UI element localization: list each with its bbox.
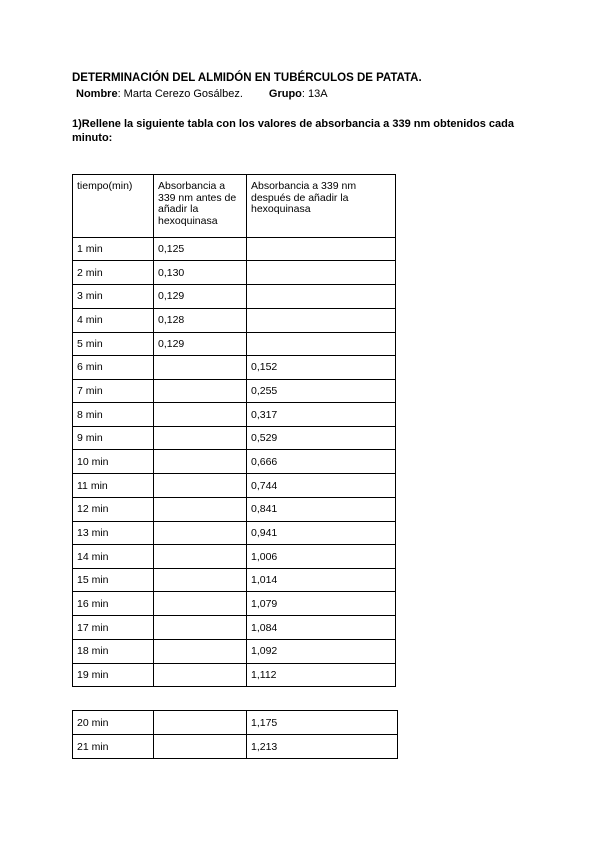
document-title: DETERMINACIÓN DEL ALMIDÓN EN TUBÉRCULOS DE PATATA. bbox=[72, 72, 422, 84]
before-cell bbox=[154, 450, 247, 474]
time-cell: 6 min bbox=[73, 355, 154, 379]
table-row bbox=[73, 474, 396, 497]
time-cell: 4 min bbox=[73, 308, 154, 332]
time-cell: 17 min bbox=[73, 616, 154, 639]
before-cell bbox=[154, 379, 247, 402]
before-cell: 0,130 bbox=[154, 261, 247, 285]
before-cell bbox=[154, 403, 247, 427]
after-cell: 0,317 bbox=[247, 403, 396, 427]
table-row bbox=[73, 238, 396, 261]
before-cell bbox=[154, 711, 247, 735]
table-row bbox=[73, 261, 396, 285]
name-value: : Marta Cerezo Gosálbez. bbox=[117, 88, 243, 100]
after-cell: 1,014 bbox=[247, 569, 396, 592]
group-value: : 13A bbox=[301, 88, 328, 100]
after-cell bbox=[247, 332, 396, 355]
after-cell: 1,175 bbox=[247, 711, 398, 735]
before-cell: 0,128 bbox=[154, 308, 247, 332]
time-cell: 9 min bbox=[73, 427, 154, 450]
before-cell: 0,129 bbox=[154, 332, 247, 355]
after-cell: 1,006 bbox=[247, 545, 396, 569]
table-row bbox=[73, 497, 396, 521]
table-row bbox=[73, 592, 396, 616]
time-cell: 20 min bbox=[73, 711, 154, 735]
time-cell: 1 min bbox=[73, 238, 154, 261]
after-cell: 0,841 bbox=[247, 497, 396, 521]
after-cell: 1,079 bbox=[247, 592, 396, 616]
after-cell bbox=[247, 238, 396, 261]
question-text: 1)Rellene la siguiente tabla con los valores de absorbancia a 339 nm obtenidos cada minuto: bbox=[72, 118, 514, 144]
before-cell bbox=[154, 474, 247, 497]
after-cell: 0,666 bbox=[247, 450, 396, 474]
group-label: Grupo bbox=[268, 88, 302, 100]
after-cell: 0,744 bbox=[247, 474, 396, 497]
after-cell: 0,255 bbox=[247, 379, 396, 402]
before-cell bbox=[154, 592, 247, 616]
name-label: Nombre bbox=[76, 88, 118, 100]
before-cell bbox=[154, 355, 247, 379]
header-time: tiempo(min) bbox=[73, 175, 154, 238]
table-row bbox=[73, 663, 396, 686]
time-cell: 8 min bbox=[73, 403, 154, 427]
time-cell: 12 min bbox=[73, 497, 154, 521]
time-cell: 2 min bbox=[73, 261, 154, 285]
before-cell bbox=[154, 521, 247, 544]
before-cell: 0,129 bbox=[154, 285, 247, 308]
before-cell bbox=[154, 569, 247, 592]
absorbance-table bbox=[72, 174, 396, 687]
header-after: Absorbancia a 339 nm después de añadir la hexoquinasa bbox=[247, 175, 396, 238]
after-cell: 1,213 bbox=[247, 735, 398, 759]
time-cell: 13 min bbox=[73, 521, 154, 544]
table-row bbox=[73, 379, 396, 402]
after-cell: 0,529 bbox=[247, 427, 396, 450]
after-cell: 1,112 bbox=[247, 663, 396, 686]
table-row bbox=[73, 735, 398, 759]
table-header-row bbox=[73, 175, 396, 238]
student-info bbox=[76, 88, 328, 100]
after-cell bbox=[247, 285, 396, 308]
table-row bbox=[73, 403, 396, 427]
absorbance-table-continuation bbox=[72, 710, 398, 759]
after-cell: 0,941 bbox=[247, 521, 396, 544]
table-row bbox=[73, 639, 396, 663]
before-cell bbox=[154, 545, 247, 569]
before-cell: 0,125 bbox=[154, 238, 247, 261]
before-cell bbox=[154, 616, 247, 639]
table-row bbox=[73, 545, 396, 569]
table-row bbox=[73, 711, 398, 735]
table-row bbox=[73, 450, 396, 474]
table-row bbox=[73, 427, 396, 450]
after-cell: 1,084 bbox=[247, 616, 396, 639]
time-cell: 11 min bbox=[73, 474, 154, 497]
before-cell bbox=[154, 735, 247, 759]
after-cell bbox=[247, 308, 396, 332]
before-cell bbox=[154, 639, 247, 663]
before-cell bbox=[154, 497, 247, 521]
after-cell: 1,092 bbox=[247, 639, 396, 663]
table-row bbox=[73, 521, 396, 544]
time-cell: 14 min bbox=[73, 545, 154, 569]
table-row bbox=[73, 616, 396, 639]
before-cell bbox=[154, 663, 247, 686]
time-cell: 7 min bbox=[73, 379, 154, 402]
after-cell bbox=[247, 261, 396, 285]
time-cell: 21 min bbox=[73, 735, 154, 759]
table-row bbox=[73, 569, 396, 592]
header-before: Absorbancia a 339 nm antes de añadir la hexoquinasa bbox=[154, 175, 247, 238]
table-row bbox=[73, 285, 396, 308]
table-row bbox=[73, 355, 396, 379]
time-cell: 3 min bbox=[73, 285, 154, 308]
time-cell: 5 min bbox=[73, 332, 154, 355]
time-cell: 15 min bbox=[73, 569, 154, 592]
time-cell: 18 min bbox=[73, 639, 154, 663]
time-cell: 16 min bbox=[73, 592, 154, 616]
after-cell: 0,152 bbox=[247, 355, 396, 379]
time-cell: 19 min bbox=[73, 663, 154, 686]
table-row bbox=[73, 308, 396, 332]
time-cell: 10 min bbox=[73, 450, 154, 474]
table-row bbox=[73, 332, 396, 355]
before-cell bbox=[154, 427, 247, 450]
